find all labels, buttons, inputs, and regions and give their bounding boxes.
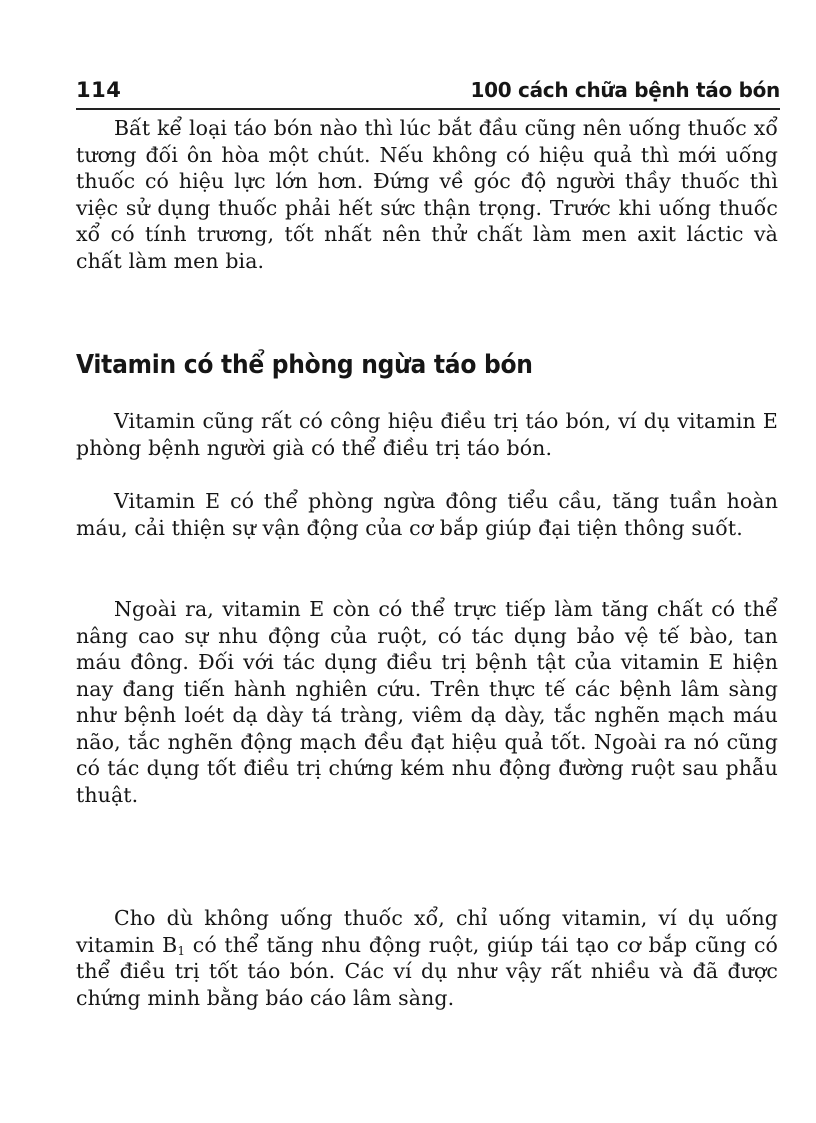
page-header — [76, 76, 780, 110]
section-heading: Vitamin có thể phòng ngừa táo bón — [76, 350, 533, 380]
paragraph-vitamin-e-research: Ngoài ra, vitamin E còn có thể trực tiếp làm tăng chất có thể nâng cao sự nhu động của ruột, có tác dụng bảo vệ tế bào, tan máu đông. Đối với tác dụng điều trị bệnh tật của vitamin E hiện nay đang tiến hành nghiên cứu. Trên thực tế các bệnh lâm sàng như bệnh loét dạ dày tá tràng, viêm dạ dày, tắc nghẽn mạch máu não, tắc nghẽn động mạch đều đạt hiệu quả tốt. Ngoài ra nó cũng có tác dụng tốt điều trị chứng kém nhu động đường ruột sau phẫu thuật. — [76, 597, 778, 807]
page-number: 114 — [76, 78, 122, 102]
running-title: 100 cách chữa bệnh táo bón — [470, 78, 780, 102]
subscript-one: 1 — [177, 943, 186, 958]
intro-paragraph: Bất kể loại táo bón nào thì lúc bắt đầu cũng nên uống thuốc xổ tương đối ôn hòa một chút. Nếu không có hiệu quả thì mới uống thuốc có hiệu lực lớn hơn. Đứng về góc độ người thầy thuốc thì việc sử dụng thuốc phải hết sức thận trọng. Trước khi uống thuốc xổ có tính trương, tốt nhất nên thử chất làm men axit láctic và chất làm men bia. — [76, 116, 778, 273]
paragraph-vitamin-b1-end: có thể tăng nhu động ruột, giúp tái tạo cơ bắp cũng có thể điều trị tốt táo bón. Các ví dụ như vậy rất nhiều và đã được chứng minh bằng báo cáo lâm sàng. — [76, 932, 778, 1010]
paragraph-vitamin-e-circulation: Vitamin E có thể phòng ngừa đông tiểu cầu, tăng tuần hoàn máu, cải thiện sự vận động của cơ bắp giúp đại tiện thông suốt. — [76, 489, 778, 540]
paragraph-vitamin-b1-start: Cho dù không uống thuốc xổ, chỉ uống vitamin, ví dụ uống vitamin B — [76, 906, 778, 957]
paragraph-vitamin-b1 — [76, 905, 778, 1011]
paragraph-vitamin-efficacy: Vitamin cũng rất có công hiệu điều trị táo bón, ví dụ vitamin E phòng bệnh người già có thể điều trị táo bón. — [76, 409, 778, 460]
